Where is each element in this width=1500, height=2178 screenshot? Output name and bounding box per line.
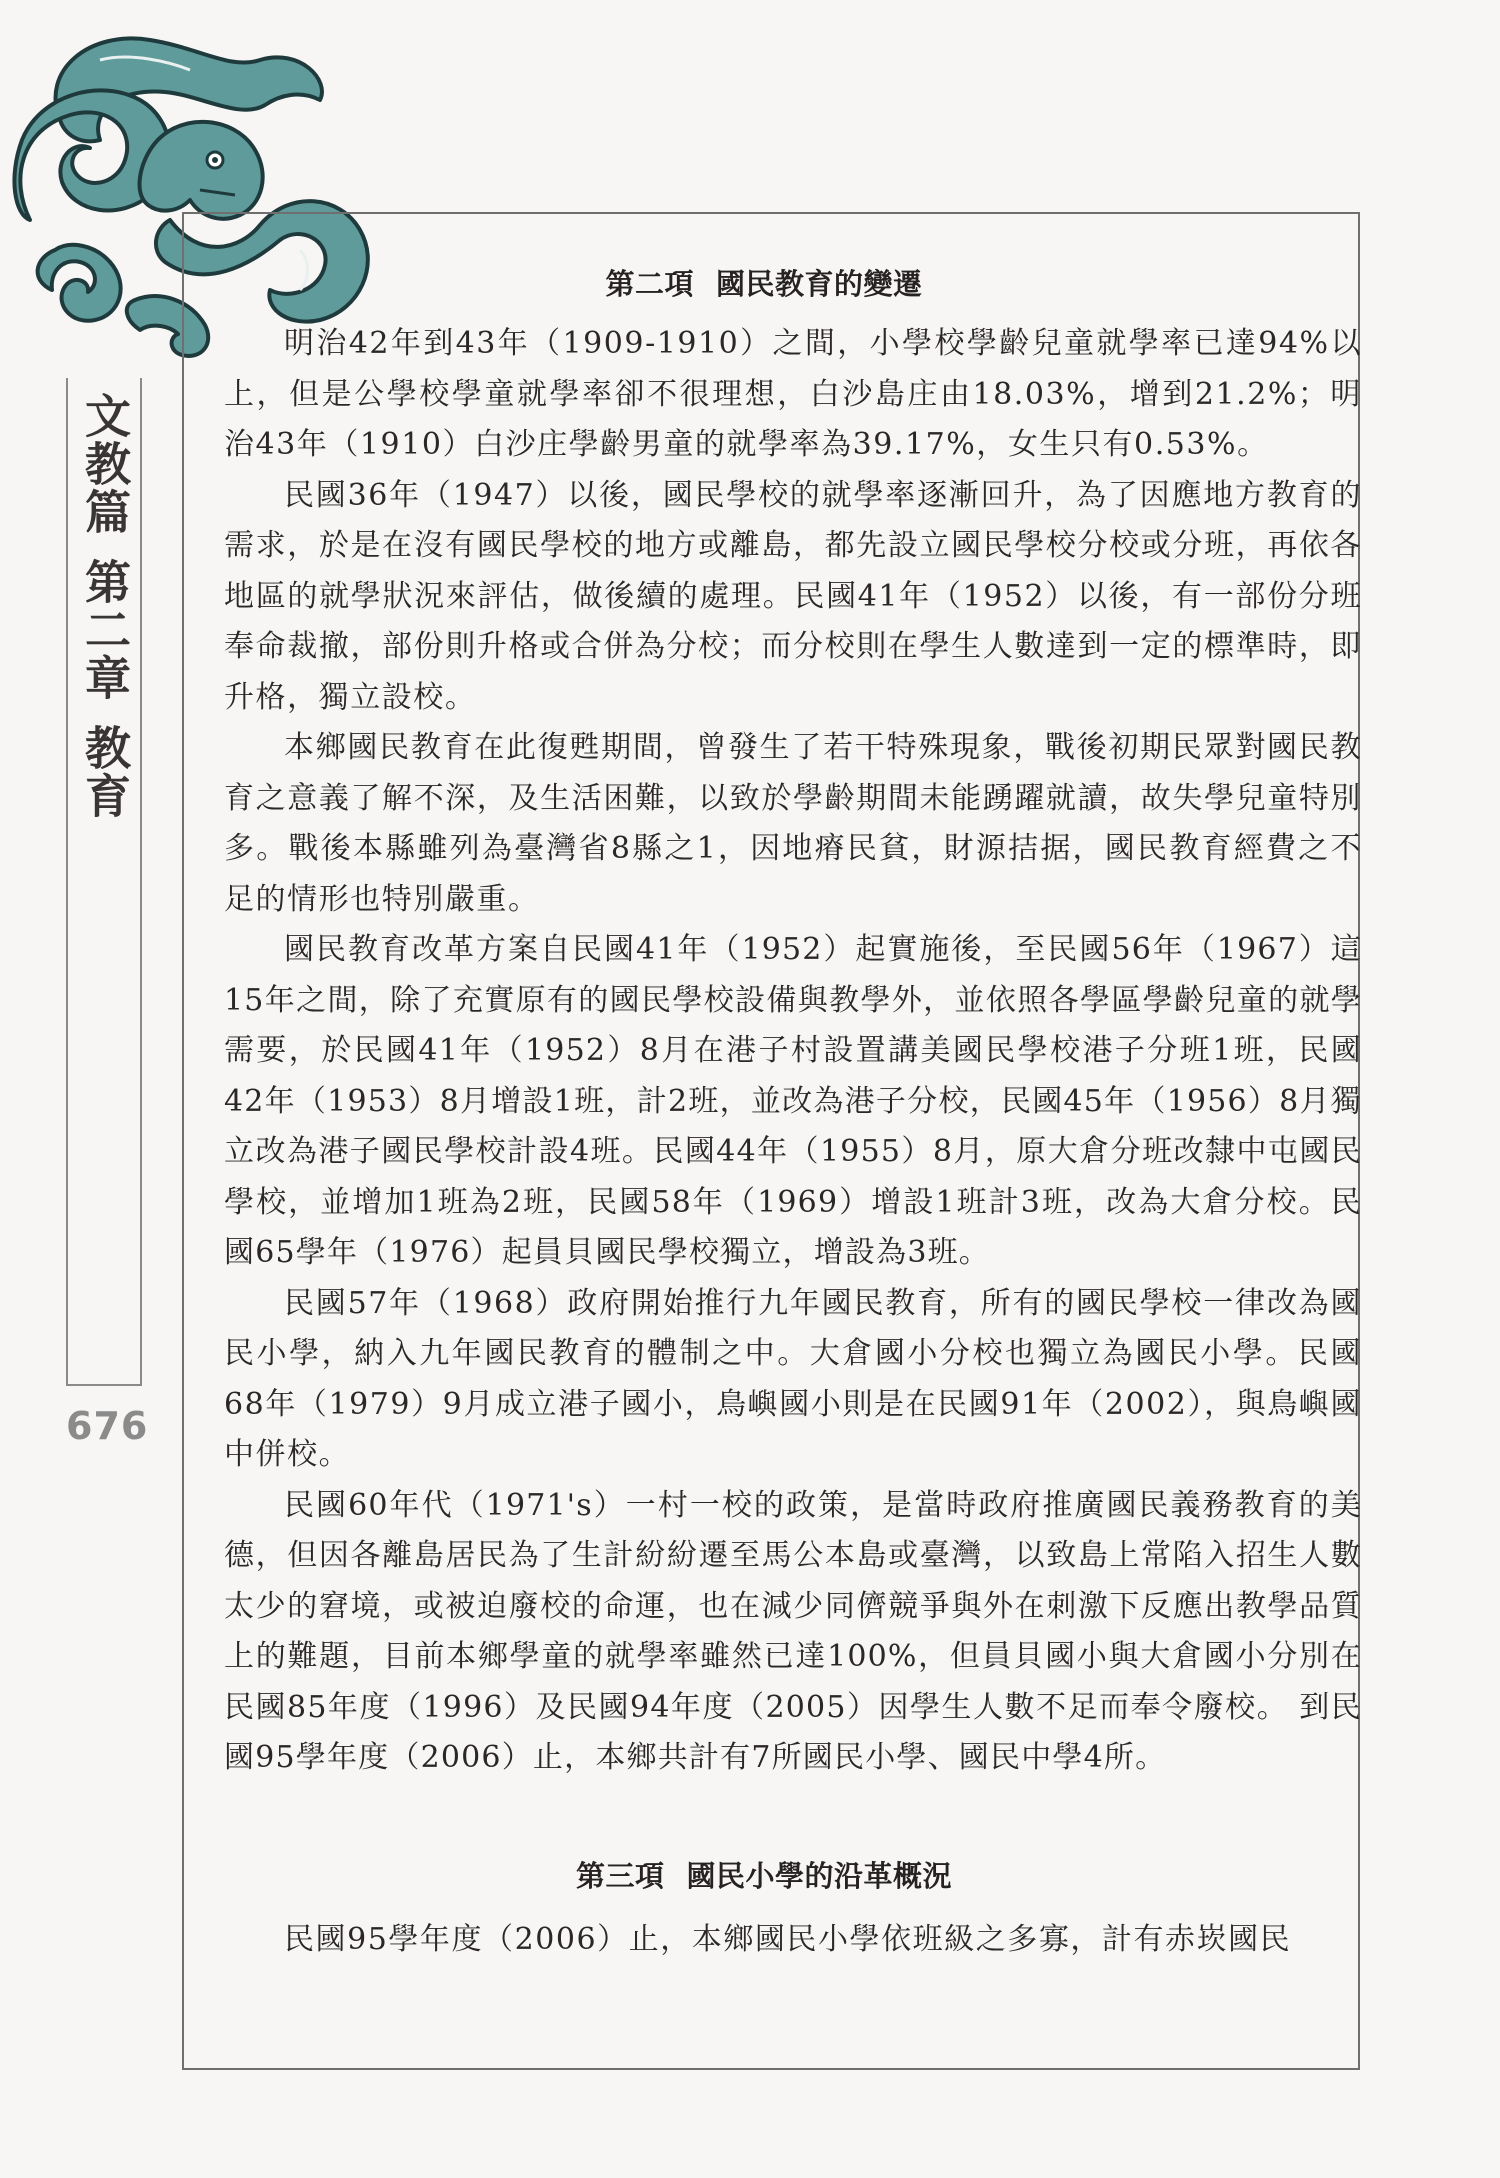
section-title: 國民教育的變遷 bbox=[716, 267, 923, 301]
paragraph: 民國57年（1968）政府開始推行九年國民教育，所有的國民學校一律改為國民小學，納入九年國民教育的體制之中。大倉國小分校也獨立為國民小學。民國68年（1979）9月成立港子國小，鳥嶼國小則是在民國91年（2002），與鳥嶼國中併校。 bbox=[224, 1285, 1362, 1472]
side-title-part: 教育 bbox=[78, 724, 132, 820]
side-title-part: 第二章 bbox=[78, 558, 132, 702]
paragraph: 國民教育改革方案自民國41年（1952）起實施後，至民國56年（1967）這15年之間，除了充實原有的國民學校設備與教學外，並依照各學區學齡兒童的就學需要，於民國41年（1952）8月在港子村設置講美國民學校港子分班1班，民國42年（1953）8月增設1班，計2班，並改為港子分校，民國45年（1956）8月獨立改為港子國民學校計設4班。民國44年（1955）8月，原大倉分班改隸中屯國民學校，並增加1班為2班，民國58年（1969）增設1班計3班，改為大倉分校。民國65學年（1976）起員貝國民學校獨立，增設為3班。 bbox=[224, 932, 1362, 1270]
section-number: 第三項 bbox=[575, 1858, 665, 1893]
paragraph: 民國36年（1947）以後，國民學校的就學率逐漸回升，為了因應地方教育的需求，於是在沒有國民學校的地方或離島，都先設立國民學校分校或分班，再依各地區的就學狀況來評估，做後續的處理。民國41年（1952）以後，有一部份分班奉命裁撤，部份則升格或合併為分校；而分校則在學生人數達到一定的標準時，即升格，獨立設校。 bbox=[224, 477, 1362, 715]
paragraph: 本鄉國民教育在此復甦期間，曾發生了若干特殊現象，戰後初期民眾對國民教育之意義了解不深，及生活困難，以致於學齡期間未能踴躍就讀，故失學兒童特別多。戰後本縣雖列為臺灣省8縣之1，因地瘠民貧，財源拮据，國民教育經費之不足的情形也特別嚴重。 bbox=[224, 730, 1362, 917]
section-number: 第二項 bbox=[605, 267, 694, 301]
paragraph: 民國95學年度（2006）止，本鄉國民小學依班級之多寡，計有赤崁國民 bbox=[284, 1921, 1292, 1957]
chapter-side-title bbox=[80, 392, 130, 820]
page-number: 676 bbox=[66, 1404, 149, 1448]
paragraph: 明治42年到43年（1909-1910）之間，小學校學齡兒童就學率已達94%以上，但是公學校學童就學率卻不很理想，白沙島庄由18.03%，增到21.2%；明治43年（1910）白沙庄學齡男童的就學率為39.17%，女生只有0.53%。 bbox=[224, 326, 1362, 462]
section-heading bbox=[224, 1854, 1304, 1895]
section-title: 國民小學的沿革概況 bbox=[686, 1858, 953, 1893]
section-heading bbox=[224, 262, 1304, 303]
main-content bbox=[224, 256, 1360, 1965]
paragraph: 民國60年代（1971's）一村一校的政策，是當時政府推廣國民義務教育的美德，但因各離島居民為了生計紛紛遷至馬公本島或臺灣，以致島上常陷入招生人數太少的窘境，或被迫廢校的命運，也在減少同儕競爭與外在刺激下反應出教學品質上的難題，目前本鄉學童的就學率雖然已達100%，但員貝國小與大倉國小分別在民國85年度（1996）及民國94年度（2005）因學生人數不足而奉令廢校。 到民國95學年度（2006）止，本鄉共計有7所國民小學、國民中學4所。 bbox=[224, 1487, 1362, 1775]
side-title-part: 文教篇 bbox=[78, 392, 132, 536]
